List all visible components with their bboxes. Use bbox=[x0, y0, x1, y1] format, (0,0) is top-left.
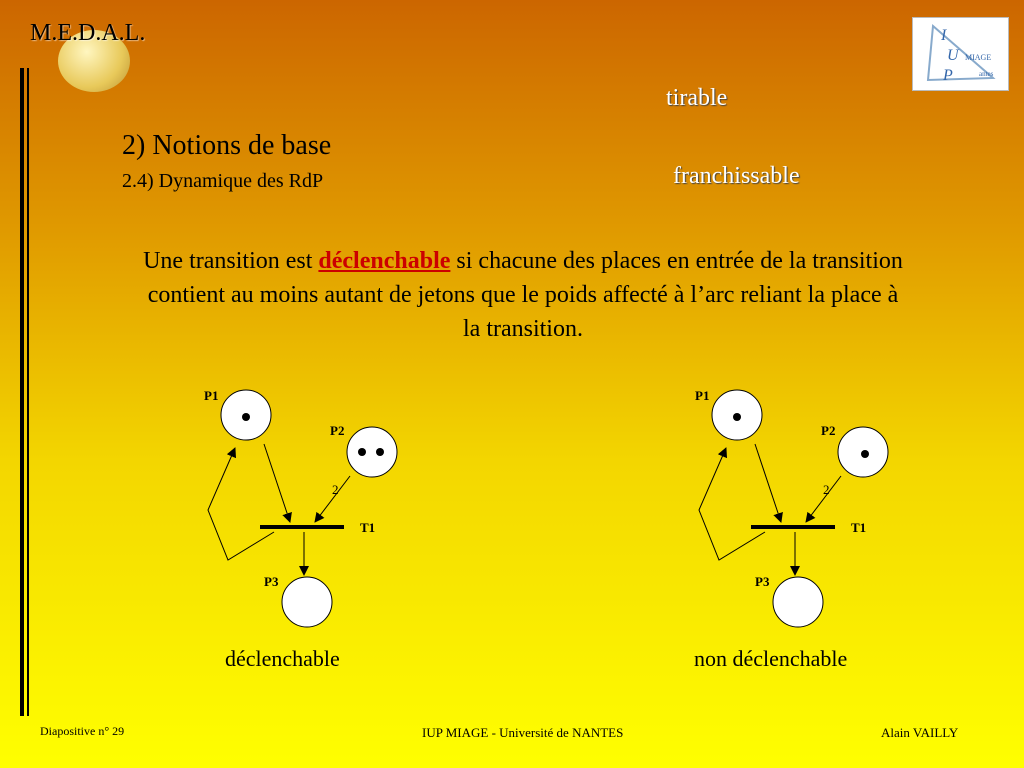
label-p3: P3 bbox=[755, 574, 770, 589]
token bbox=[861, 450, 869, 458]
petri-net-left bbox=[190, 380, 430, 640]
page-subtitle: 2.4) Dynamique des RdP bbox=[122, 170, 324, 192]
svg-text:I: I bbox=[941, 27, 947, 44]
iup-miage-logo bbox=[912, 17, 1009, 91]
logo-icon bbox=[913, 18, 1008, 90]
token bbox=[376, 448, 384, 456]
arc-weight: 2 bbox=[823, 482, 830, 497]
token bbox=[358, 448, 366, 456]
label-p3: P3 bbox=[264, 574, 279, 589]
footer-center: IUP MIAGE - Université de NANTES bbox=[422, 725, 624, 740]
label-p2: P2 bbox=[821, 423, 836, 438]
definition-paragraph: Une transition est déclenchable si chacune des places en entrée de la transition contient au moins autant de jetons que le poids affecté à l’arc reliant la place à la transition. bbox=[143, 248, 903, 342]
label-p1: P1 bbox=[695, 388, 710, 403]
brand-title: M.E.D.A.L. bbox=[30, 20, 146, 46]
place-p3 bbox=[773, 577, 823, 627]
page-title: 2) Notions de base bbox=[122, 130, 332, 161]
svg-text:U: U bbox=[947, 47, 959, 64]
petri-net-right bbox=[681, 380, 921, 640]
footer-slide-number: Diapositive n° 29 bbox=[40, 724, 125, 738]
svg-text:MIAGE: MIAGE bbox=[965, 53, 992, 62]
token bbox=[242, 413, 250, 421]
caption-left: déclenchable bbox=[225, 646, 340, 671]
vertical-divider-thin bbox=[27, 68, 29, 716]
arc-weight: 2 bbox=[332, 482, 339, 497]
label-p2: P2 bbox=[330, 423, 345, 438]
label-t1: T1 bbox=[360, 520, 376, 535]
word-franchissable: franchissable bbox=[673, 163, 800, 189]
place-p3 bbox=[282, 577, 332, 627]
footer-author: Alain VAILLY bbox=[881, 725, 959, 740]
place-p2 bbox=[347, 427, 397, 477]
label-p1: P1 bbox=[204, 388, 219, 403]
word-tirable: tirable bbox=[666, 85, 728, 111]
vertical-divider bbox=[20, 68, 24, 716]
caption-right: non déclenchable bbox=[694, 646, 848, 671]
svg-text:antes: antes bbox=[979, 70, 994, 78]
svg-text:P: P bbox=[943, 67, 953, 84]
keyword-declenchable: déclenchable bbox=[318, 248, 451, 274]
token bbox=[733, 413, 741, 421]
label-t1: T1 bbox=[851, 520, 867, 535]
